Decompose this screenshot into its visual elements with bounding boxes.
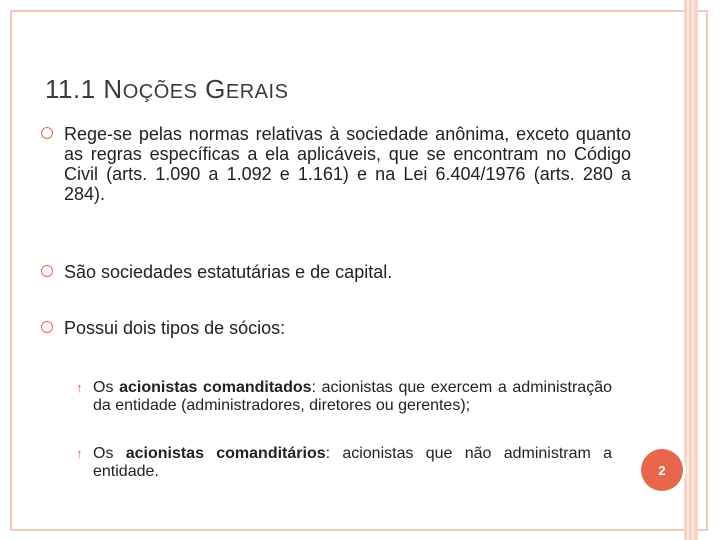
hollow-circle-icon — [41, 127, 53, 139]
bullet-text: Rege-se pelas normas relativas à sociedade anônima, exceto quanto as regras específicas a ela aplicáveis, que se encontram no Código Civil (arts. 1.090 a 1.092 e 1.161) e na Lei 6.404/1976 (arts. 280 a 284). — [64, 124, 631, 204]
bullet-item — [41, 262, 631, 282]
bullet-text: São sociedades estatutárias e de capital. — [64, 262, 393, 282]
sub-bullet-text: Os acionistas comanditados: acionistas que exercem a administração da entidade (administradores, diretores ou gerentes); — [93, 379, 612, 414]
slide-title: 11.1 NOÇÕES GERAIS — [45, 74, 289, 104]
hollow-circle-icon — [41, 321, 53, 333]
decorative-side-band — [684, 0, 698, 540]
sub-bullet-item — [76, 445, 612, 481]
bullet-item — [41, 124, 631, 204]
sub-bullet-item — [76, 379, 612, 415]
sub-bullet-text: Os acionistas comanditários: acionistas que não administram a entidade. — [93, 445, 612, 480]
slide-number-badge: 2 — [641, 449, 683, 491]
up-arrow-icon: ↑ — [76, 446, 83, 461]
bullet-item — [41, 318, 631, 338]
up-arrow-icon: ↑ — [76, 380, 83, 395]
hollow-circle-icon — [41, 265, 53, 277]
bullet-text: Possui dois tipos de sócios: — [64, 318, 286, 338]
